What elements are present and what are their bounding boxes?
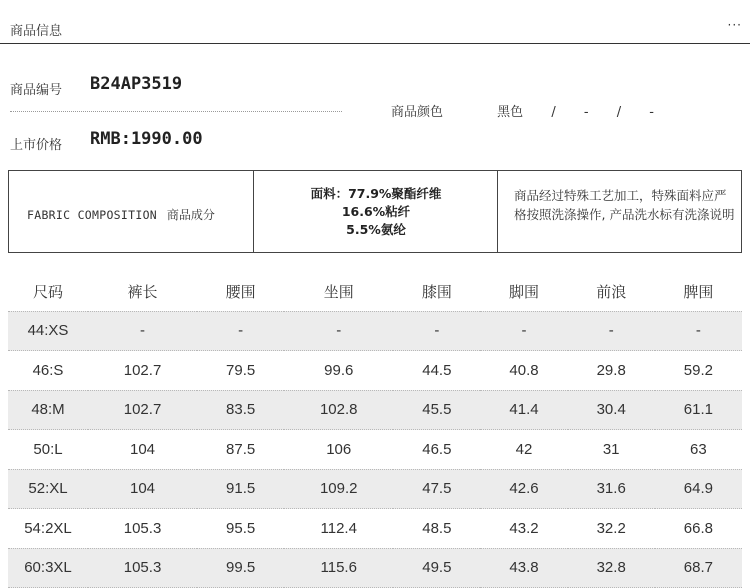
table-cell: 105.3 bbox=[88, 509, 197, 549]
fabric-label-en: FABRIC COMPOSITION bbox=[27, 208, 158, 222]
product-code-label: 商品编号 bbox=[10, 83, 63, 98]
color-row bbox=[391, 101, 654, 120]
table-row bbox=[8, 390, 742, 430]
table-cell: 102.8 bbox=[284, 390, 393, 430]
table-cell: 106 bbox=[284, 430, 393, 470]
table-row bbox=[8, 430, 742, 470]
table-cell: 40.8 bbox=[480, 351, 567, 391]
color-value: - bbox=[649, 105, 654, 120]
table-cell: 47.5 bbox=[393, 469, 480, 509]
table-cell: 66.8 bbox=[655, 509, 742, 549]
table-cell: 29.8 bbox=[568, 351, 655, 391]
table-cell: 42.6 bbox=[480, 469, 567, 509]
table-cell: - bbox=[284, 311, 393, 351]
size-table bbox=[8, 272, 742, 588]
table-cell: 64.9 bbox=[655, 469, 742, 509]
table-cell: 61.1 bbox=[655, 390, 742, 430]
column-header: 膝围 bbox=[393, 272, 480, 311]
table-cell: 43.2 bbox=[480, 509, 567, 549]
table-cell: 102.7 bbox=[88, 351, 197, 391]
product-code: B24AP3519 bbox=[90, 74, 183, 94]
table-row bbox=[8, 351, 742, 391]
table-cell: 45.5 bbox=[393, 390, 480, 430]
divider bbox=[253, 171, 254, 252]
table-cell: - bbox=[88, 311, 197, 351]
fabric-label bbox=[27, 206, 215, 223]
color-label: 商品颜色 bbox=[391, 105, 444, 120]
composition-line: 面料：77.9%聚酯纤维 bbox=[310, 186, 442, 201]
table-cell: 99.6 bbox=[284, 351, 393, 391]
table-cell: 109.2 bbox=[284, 469, 393, 509]
table-cell: 48.5 bbox=[393, 509, 480, 549]
color-value: - bbox=[583, 105, 589, 120]
table-cell: - bbox=[393, 311, 480, 351]
table-cell: 105.3 bbox=[88, 548, 197, 588]
section-title: 商品信息 bbox=[10, 24, 63, 39]
table-header-row bbox=[8, 272, 742, 311]
composition-line: 16.6%粘纤 bbox=[341, 204, 411, 219]
column-header: 前浪 bbox=[568, 272, 655, 311]
table-cell: 99.5 bbox=[197, 548, 284, 588]
table-cell: 102.7 bbox=[88, 390, 197, 430]
table-cell: 49.5 bbox=[393, 548, 480, 588]
table-cell: - bbox=[197, 311, 284, 351]
color-separator: / bbox=[551, 105, 556, 120]
column-header: 裤长 bbox=[88, 272, 197, 311]
table-cell: 87.5 bbox=[197, 430, 284, 470]
color-separator: / bbox=[616, 105, 622, 120]
table-cell: - bbox=[568, 311, 655, 351]
table-cell: 79.5 bbox=[197, 351, 284, 391]
table-row bbox=[8, 548, 742, 588]
fabric-label-cn: 商品成分 bbox=[166, 208, 215, 222]
divider bbox=[10, 111, 342, 112]
fabric-composition-box bbox=[8, 170, 742, 253]
table-cell: 83.5 bbox=[197, 390, 284, 430]
divider bbox=[497, 171, 498, 252]
table-cell: 95.5 bbox=[197, 509, 284, 549]
table-cell: 44.5 bbox=[393, 351, 480, 391]
table-cell: 43.8 bbox=[480, 548, 567, 588]
table-cell: 44:XS bbox=[8, 311, 88, 351]
table-cell: 31 bbox=[568, 430, 655, 470]
table-cell: 115.6 bbox=[284, 548, 393, 588]
more-icon[interactable]: ··· bbox=[727, 18, 742, 32]
table-cell: 41.4 bbox=[480, 390, 567, 430]
table-cell: 54:2XL bbox=[8, 509, 88, 549]
table-cell: 31.6 bbox=[568, 469, 655, 509]
table-cell: 42 bbox=[480, 430, 567, 470]
price-value: RMB:1990.00 bbox=[90, 129, 203, 149]
table-cell: 63 bbox=[655, 430, 742, 470]
fabric-composition bbox=[255, 185, 497, 239]
table-cell: 48:M bbox=[8, 390, 88, 430]
table-cell: 50:L bbox=[8, 430, 88, 470]
column-header: 尺码 bbox=[8, 272, 88, 311]
table-cell: - bbox=[655, 311, 742, 351]
table-row bbox=[8, 469, 742, 509]
table-cell: 60:3XL bbox=[8, 548, 88, 588]
composition-line: 5.5%氨纶 bbox=[346, 222, 406, 237]
table-cell: - bbox=[480, 311, 567, 351]
column-header: 腰围 bbox=[197, 272, 284, 311]
table-cell: 104 bbox=[88, 430, 197, 470]
table-cell: 30.4 bbox=[568, 390, 655, 430]
price-label: 上市价格 bbox=[10, 138, 63, 153]
table-cell: 91.5 bbox=[197, 469, 284, 509]
table-cell: 52:XL bbox=[8, 469, 88, 509]
care-note: 商品经过特殊工艺加工，特殊面料应严格按照洗涤操作, 产品洗水标有洗涤说明 bbox=[514, 188, 735, 222]
color-value: 黑色 bbox=[497, 105, 524, 120]
table-cell: 46:S bbox=[8, 351, 88, 391]
table-cell: 46.5 bbox=[393, 430, 480, 470]
table-cell: 104 bbox=[88, 469, 197, 509]
section-header bbox=[0, 0, 750, 44]
table-cell: 68.7 bbox=[655, 548, 742, 588]
table-cell: 32.8 bbox=[568, 548, 655, 588]
table-cell: 112.4 bbox=[284, 509, 393, 549]
table-cell: 32.2 bbox=[568, 509, 655, 549]
table-row bbox=[8, 311, 742, 351]
column-header: 坐围 bbox=[284, 272, 393, 311]
table-cell: 59.2 bbox=[655, 351, 742, 391]
column-header: 脚围 bbox=[480, 272, 567, 311]
table-row bbox=[8, 509, 742, 549]
column-header: 脾围 bbox=[655, 272, 742, 311]
